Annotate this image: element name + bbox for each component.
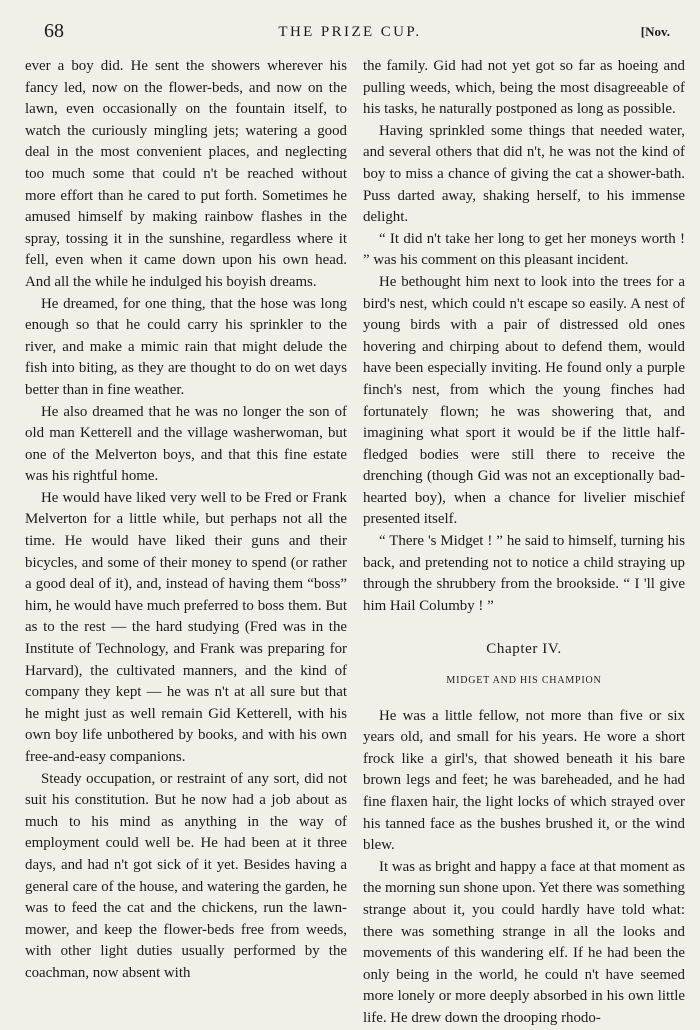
issue-month: [Nov. [640, 24, 670, 39]
paragraph: He also dreamed that he was no longer the son of old man Ketterell and the village washerwoman, but one of the Melverton boys, and that this fine estate was his rightful home. [25, 403, 347, 485]
paragraph: He would have liked very well to be Fred or Frank Melverton for a little while, but perhaps not all the time. He would have liked their guns and their bicycles, and some of their money to spend (or rather a good deal of it), and, instead of having them “boss” him, he would have much preferred to boss them. But as to the rest — the hard studying (Fred was in the Institute of Technology, and Frank was preparing for Harvard), the cultivated manners, and the kind of company they kept — he was n't at all sure but that he might just as well remain Gid Ketterell, with his own boy life unbothered by books, and with his own free-and-easy companions. [25, 489, 347, 765]
paragraph: the family. Gid had not yet got so far as hoeing and pulling weeds, which, being the most disagreeable of his tasks, he naturally postponed as long as possible. [363, 58, 685, 118]
paragraph: “ It did n't take her long to get her moneys worth ! ” was his comment on this pleasant incident. [363, 230, 685, 269]
paragraph: He was a little fellow, not more than five or six years old, and small for his years. He wore a short frock like a girl's, that showed beneath it his bare brown legs and feet; he was bareheaded, and he had fine flaxen hair, the light locks of which strayed over his tanned face as the bushes brushed it, or the wind blew. [363, 707, 685, 854]
page-number: 68 [44, 20, 64, 42]
chapter-heading: Chapter IV. [486, 641, 562, 658]
paragraph: He dreamed, for one thing, that the hose was long enough so that he could carry his sprinkler to the river, and make a mimic rain that might delude the fish into biting, as they are thought to do on wet days better than in fine weather. [25, 295, 347, 398]
right-column [363, 56, 685, 1030]
page-header [0, 20, 700, 50]
chapter-subheading: MIDGET AND HIS CHAMPION [446, 675, 602, 687]
paragraph: It was as bright and happy a face at that moment as the morning sun shone upon. Yet there was something strange about it, you could hardly have told what: there was something strange in all the looks and movements of this wandering elf. If he had been the only being in the world, he could n't have seemed more lonely or more deeply absorbed in his own little life. He drew down the drooping rhodo- [363, 858, 685, 1026]
left-column [25, 56, 347, 985]
running-title: THE PRIZE CUP. [278, 24, 422, 40]
paragraph: He bethought him next to look into the trees for a bird's nest, which could n't escape so easily. A nest of young birds with a pair of distressed old ones hovering and chirping about to defend them, would have been especially inviting. He found only a purple finch's nest, from which the young finches had fortunately flown; he was showering that, and imagining what sport it would be if the little half-fledged bodies were still there to receive the drenching (though Gid was not an exceptionally bad-hearted boy), when a chance for livelier mischief presented itself. [363, 273, 685, 528]
paragraph: Having sprinkled some things that needed water, and several others that did n't, he was not the kind of boy to miss a chance of giving the cat a shower-bath. Puss darted away, shaking herself, to his immense delight. [363, 122, 685, 226]
paragraph: “ There 's Midget ! ” he said to himself, turning his back, and pretending not to notice a child straying up through the shrubbery from the brookside. “ I 'll give him Hail Columby ! ” [363, 533, 685, 614]
paragraph: Steady occupation, or restraint of any sort, did not suit his constitution. But he now had a job about as much to his mind as anything in the way of employment could well be. He had been at it three days, and had n't got sick of it yet. Besides having a general care of the house, and watering the garden, he was to feed the cat and the chickens, run the lawn-mower, and keep the flower-beds free from weeds, with other light duties usually performed by the coachman, now absent with [25, 770, 347, 981]
paragraph: ever a boy did. He sent the showers wherever his fancy led, now on the flower-beds, and now on the lawn, even occasionally on the fountain itself, to watch the curiously mingling jets; watering a good deal in the most convenient places, and neglecting too much some that could n't be reached without more effort than he cared to put forth. Sometimes he amused himself by making rainbow flashes in the spray, tossing it in the sunshine, regardless where it fell, even when it came down upon his own head. And all the while he indulged his boyish dreams. [25, 58, 347, 290]
